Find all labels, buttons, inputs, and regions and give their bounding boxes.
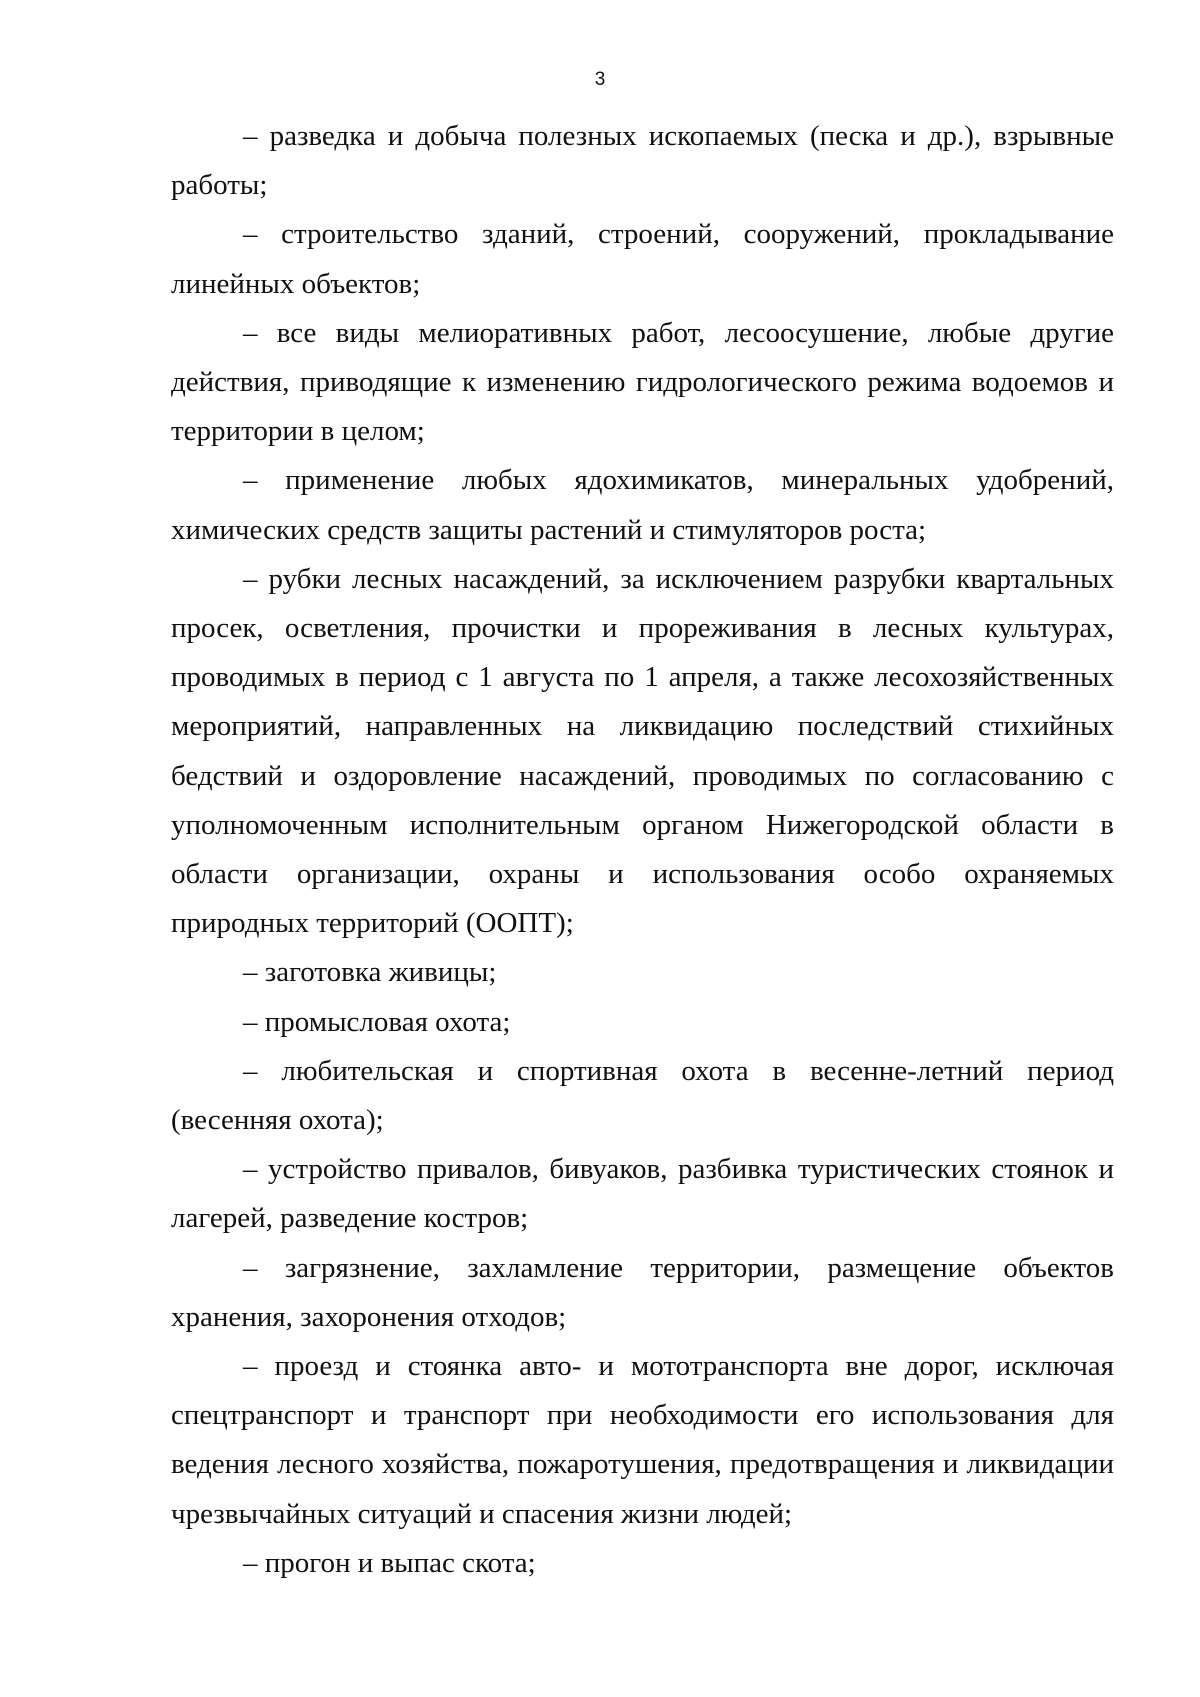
list-item: – любительская и спортивная охота в весенне-летний период (весенняя охота); xyxy=(171,1054,1114,1137)
list-item: – прогон и выпас скота; xyxy=(243,1546,536,1579)
page-number: 3 xyxy=(594,69,606,90)
list-item: – рубки лесных насаждений, за исключением разрубки квартальных просек, осветления, прочистки и прореживания в лесных культурах, проводимых в период с 1 августа по 1 апреля, а также лесохозяйственных мероприятий, направленных на ликвидацию последствий стихийных бедствий и оздоровление насаждений, проводимых по согласованию с уполномоченным исполнительным органом Нижегородской области в области организации, охраны и использования особо охраняемых природных территорий (ООПТ); xyxy=(171,562,1114,940)
list-item: – применение любых ядохимикатов, минеральных удобрений, химических средств защиты растений и стимуляторов роста; xyxy=(171,464,1114,546)
list-item: – заготовка живицы; xyxy=(243,956,497,989)
list-item: – устройство привалов, бивуаков, разбивка туристических стоянок и лагерей, разведение костров; xyxy=(171,1153,1114,1235)
list-item: – все виды мелиоративных работ, лесоосушение, любые другие действия, приводящие к изменению гидрологического режима водоемов и территории в целом; xyxy=(171,316,1114,448)
list-item: – строительство зданий, строений, сооружений, прокладывание линейных объектов; xyxy=(171,218,1114,300)
list-item: – промысловая охота; xyxy=(243,1005,511,1038)
list-item: – загрязнение, захламление территории, размещение объектов хранения, захоронения отходов; xyxy=(171,1251,1114,1333)
list-item: – проезд и стоянка авто- и мототранспорта вне дорог, исключая спецтранспорт и транспорт при необходимости его использования для ведения лесного хозяйства, пожаротушения, предотвращения и ликвидации чрезвычайных ситуаций и спасения жизни людей; xyxy=(171,1350,1114,1530)
list-item: – разведка и добыча полезных ископаемых (песка и др.), взрывные работы; xyxy=(171,120,1114,202)
document-body xyxy=(171,112,1114,1588)
